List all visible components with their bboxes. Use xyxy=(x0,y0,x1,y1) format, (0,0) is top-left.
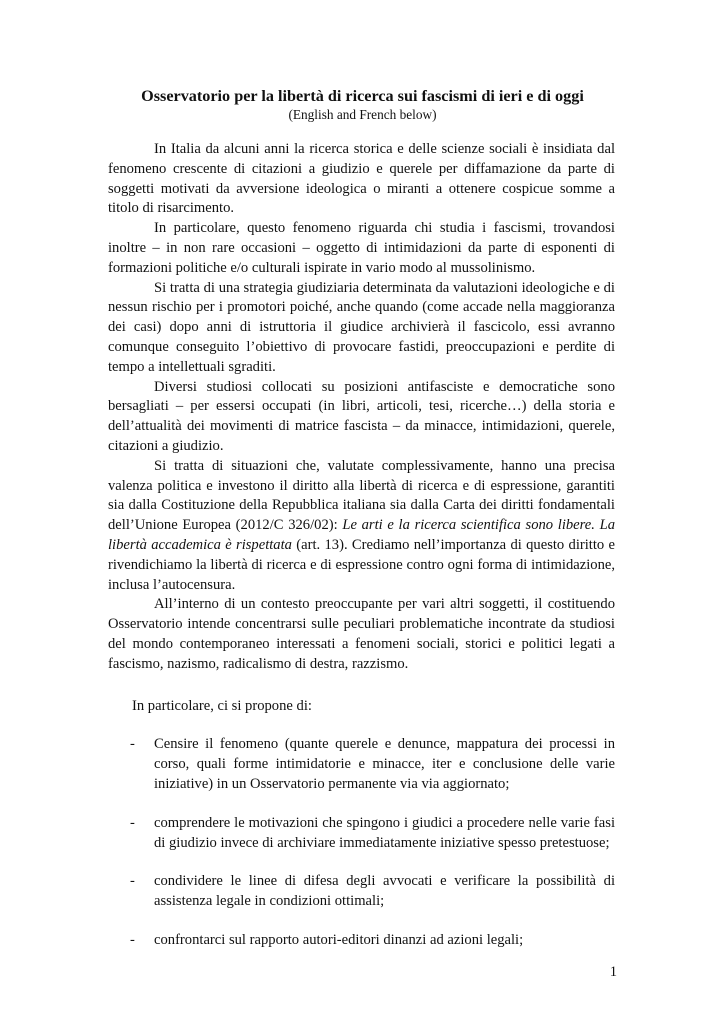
document-title: Osservatorio per la libertà di ricerca sui fascismi di ieri e di oggi xyxy=(141,87,584,105)
paragraph: Diversi studiosi collocati su posizioni antifasciste e democratiche sono bersagliati – per essersi occupati (in libri, articoli, tesi, ricerche…) della storia e dell’attualità dei movimenti di matrice fascista – da minacce, intimidazioni, querele, citazioni a giudizio. xyxy=(108,378,615,454)
list-item-text: confrontarci sul rapporto autori-editori dinanzi ad azioni legali; xyxy=(154,931,524,948)
page-number: 1 xyxy=(609,964,617,980)
objectives-list xyxy=(108,735,615,950)
document-body xyxy=(108,140,615,970)
paragraph: In Italia da alcuni anni la ricerca storica e delle scienze sociali è insidiata dal fenomeno crescente di citazioni a giudizio e querele per diffamazione da parte di soggetti motivati da avversione ideologica o miranti a ottenere cospicue somme a titolo di risarcimento. xyxy=(108,141,615,217)
list-item-text: comprendere le motivazioni che spingono i giudici a procedere nelle varie fasi di giudizio invece di archiviare immediatamente iniziative spesso pretestuose; xyxy=(154,814,615,851)
paragraph-text: (art. 13). Crediamo nell’importanza di questo diritto e rivendichiamo la libertà di ricerca e di espressione contro ogni forma di intimidazione, inclusa l’autocensura. xyxy=(108,536,615,593)
paragraph: All’interno di un contesto preoccupante per vari altri soggetti, il costituendo Osservatorio intende concentrarsi sulle peculiari problematiche incontrate da studiosi del mondo contemporaneo interessati a fenomeni sociali, storici e politici legati a fascismo, nazismo, radicalismo di destra, razzismo. xyxy=(108,596,615,672)
paragraph: In particolare, questo fenomeno riguarda chi studia i fascismi, trovandosi inoltre – in non rare occasioni – oggetto di intimidazioni da parte di esponenti di formazioni politiche e/o culturali ispirate in vario modo al mussolinismo. xyxy=(108,220,615,276)
list-item xyxy=(108,814,615,854)
list-item xyxy=(108,872,615,912)
paragraph xyxy=(108,457,615,596)
list-item xyxy=(108,735,615,794)
bullet-dash: - xyxy=(130,931,135,948)
list-item xyxy=(108,931,615,951)
list-item-text: Censire il fenomeno (quante querele e denunce, mappatura dei processi in corso, quali forme intimidatorie e minacce, iter e conclusione delle varie iniziative) in un Osservatorio permanente via via aggiornato; xyxy=(154,736,615,792)
list-item-text: condividere le linee di difesa degli avvocati e verificare la possibilità di assistenza legale in condizioni ottimali; xyxy=(154,873,615,910)
document-subtitle: (English and French below) xyxy=(288,107,437,122)
paragraph: Si tratta di una strategia giudiziaria determinata da valutazioni ideologiche e di nessun rischio per i promotori poiché, anche quando (come accade nella maggioranza dei casi) dopo anni di istruttoria il giudice archivierà il fascicolo, essi avranno comunque conseguito l’obiettivo di provocare fastidi, preoccupazioni e perdite di tempo a intellettuali sgraditi. xyxy=(108,279,615,375)
bullet-dash: - xyxy=(130,736,135,753)
paragraph-text: Si tratta di situazioni che, valutate complessivamente, hanno una precisa valenza politica e investono il diritto alla libertà di ricerca e di espressione, garantiti sia dalla Costituzione della Repubblica italiana sia dalla Carta dei diritti fondamentali dell’Unione Europea (2012/C 326/02): xyxy=(108,457,615,534)
list-intro: In particolare, ci si propone di: xyxy=(132,697,312,714)
bullet-dash: - xyxy=(130,814,135,831)
quoted-charter-text: Le arti e la ricerca scientifica sono libere. La libertà accademica è rispettata xyxy=(108,517,615,553)
bullet-dash: - xyxy=(130,873,135,890)
